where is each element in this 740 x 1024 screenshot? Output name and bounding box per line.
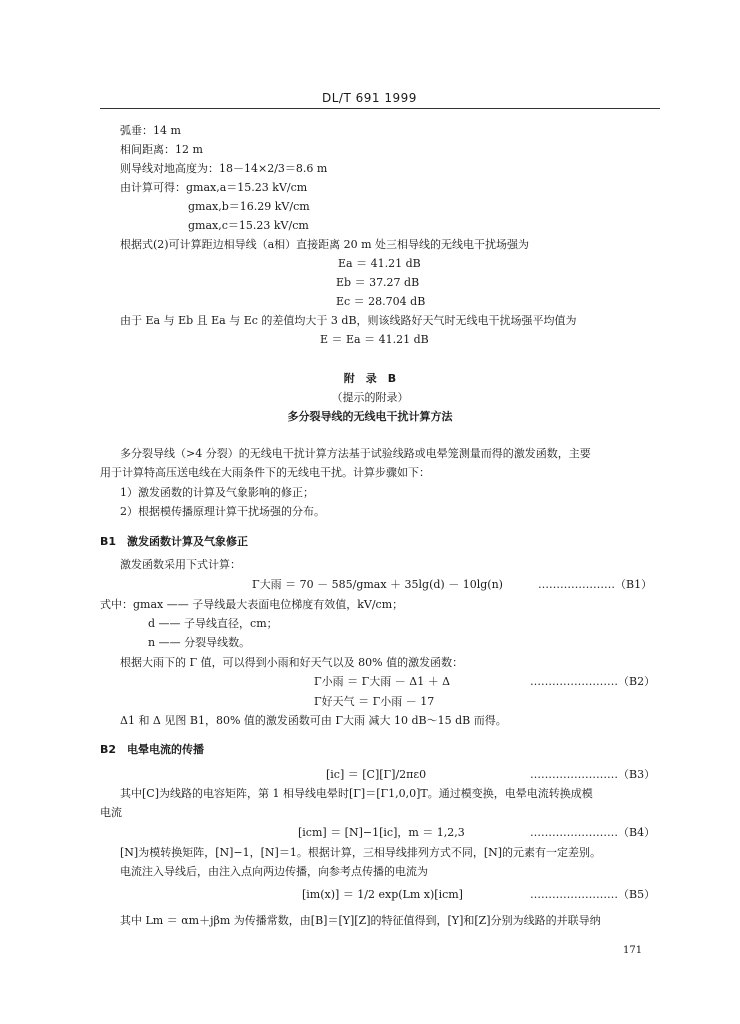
b1-where-d: d —— 子导线直径，cm；	[148, 617, 278, 630]
b2-equation-4: [icm] ＝ [N]−1[ic]，m ＝ 1,2,3	[298, 826, 465, 839]
height-line: 则导线对地高度为：18－14×2/3＝8.6 m	[120, 162, 328, 175]
b2-equation-5: [im(x)] ＝ 1/2 exp(Lm x)[icm]	[302, 888, 463, 901]
b1-equation: Γ大雨 ＝ 70 － 585/gmax ＋ 35lg(d) － 10lg(n)	[252, 578, 503, 591]
b2-text-4: 电流注入导线后，由注入点向两边传播，向参考点传播的电流为	[120, 865, 428, 878]
result-value: E ＝ Ea ＝ 41.21 dB	[320, 333, 429, 346]
b2-text-1: 其中[C]为线路的电容矩阵，第 1 相导线电晕时[Γ]＝[Γ1,0,0]T。通过模变换，电晕电流转换成模	[120, 787, 593, 800]
appendix-step-2: 2）根据模传播原理计算干扰场强的分布。	[120, 505, 325, 518]
b1-equation-3: Γ好天气 ＝ Γ小雨 － 17	[314, 695, 435, 708]
b1-rain-text: 根据大雨下的 Γ 值，可以得到小雨和好天气以及 80% 值的激发函数：	[120, 656, 464, 669]
b1-delta-text: Δ1 和 Δ 见图 B1，80% 值的激发函数可由 Γ大雨 减大 10 dB～15 dB 而得。	[120, 714, 507, 727]
b1-where-n: n —— 分裂导线数。	[148, 636, 251, 649]
field-ea: Ea ＝ 41.21 dB	[338, 257, 421, 270]
appendix-intro-1: 多分裂导线（>4 分裂）的无线电干扰计算方法基于试验线路或电晕笼测量而得的激发函数，主要	[120, 447, 591, 460]
appendix-heading: 多分裂导线的无线电干扰计算方法	[287, 410, 453, 423]
header-rule	[100, 108, 660, 109]
phase-spacing-line: 相间距离：12 m	[120, 143, 203, 156]
b1-equation-2-number: ……………………（B2）	[530, 675, 656, 688]
b1-title: 激发函数计算及气象修正	[127, 535, 248, 548]
b2-text-5: 其中 Lm ＝ αm＋jβm 为传播常数，由[B]＝[Y][Z]的特征值得到，[Y]和[Z]分别为线路的并联导纳	[120, 914, 601, 927]
field-ec: Ec ＝ 28.704 dB	[336, 295, 426, 308]
b2-equation-number: ……………………（B3）	[530, 768, 656, 781]
field-eb: Eb ＝ 37.27 dB	[336, 276, 420, 289]
b2-equation-4-number: ……………………（B4）	[530, 826, 656, 839]
gradient-c-line: gmax,c＝15.23 kV/cm	[188, 219, 309, 232]
b1-equation-number: …………………（B1）	[538, 578, 653, 591]
b2-text-3: [N]为模转换矩阵，[N]−1，[N]＝1。根据计算，三相导线排列方式不同，[N]的元素有一定差别。	[120, 846, 602, 859]
field-intro: 根据式(2)可计算距边相导线（a相）直接距离 20 m 处三相导线的无线电干扰场强为	[120, 238, 530, 251]
b2-label: B2	[100, 743, 117, 756]
b1-label: B1	[100, 535, 117, 548]
page-number: 171	[623, 945, 643, 956]
appendix-subtitle: （提示的附录）	[331, 391, 409, 404]
b1-lead: 激发函数采用下式计算：	[120, 558, 241, 571]
conclusion-text: 由于 Ea 与 Eb 且 Ea 与 Ec 的差值均大于 3 dB，则该线路好天气时无线电干扰场强平均值为	[120, 314, 577, 327]
b2-equation-5-number: ……………………（B5）	[530, 888, 656, 901]
b1-where: 式中：gmax —— 子导线最大表面电位梯度有效值，kV/cm；	[100, 598, 404, 611]
b2-text-2: 电流	[100, 806, 122, 819]
appendix-title: 附 录 B	[343, 372, 397, 385]
b1-equation-2: Γ小雨 ＝ Γ大雨 － Δ1 ＋ Δ	[314, 675, 451, 688]
appendix-step-1: 1）激发函数的计算及气象影响的修正；	[120, 486, 314, 499]
b2-title: 电晕电流的传播	[127, 743, 204, 756]
sag-line: 弧垂：14 m	[120, 124, 181, 137]
doc-header: DL/T 691 1999	[322, 91, 417, 105]
b2-equation: [ic] ＝ [C][Γ]/2πε0	[326, 768, 427, 781]
gradient-b-line: gmax,b＝16.29 kV/cm	[188, 200, 310, 213]
appendix-intro-2: 用于计算特高压送电线在大雨条件下的无线电干扰。计算步骤如下：	[100, 466, 430, 479]
gradient-a-line: 由计算可得：gmax,a＝15.23 kV/cm	[120, 181, 308, 194]
